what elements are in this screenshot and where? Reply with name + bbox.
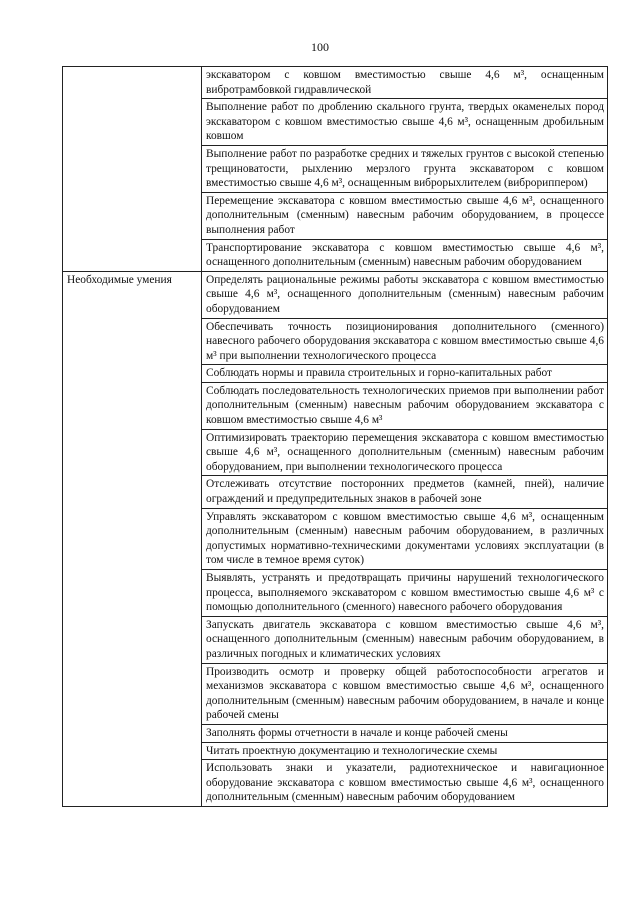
requirement-text: Читать проектную документацию и технологические схемы	[202, 742, 608, 760]
requirement-text: Заполнять формы отчетности в начале и конце рабочей смены	[202, 724, 608, 742]
table-row	[63, 67, 608, 99]
requirement-text: экскаватором с ковшом вместимостью свыше 4,6 м³, оснащенным вибротрамбовкой гидравлической	[202, 67, 608, 99]
requirements-table	[62, 66, 608, 807]
requirement-text: Запускать двигатель экскаватора с ковшом вместимостью свыше 4,6 м³, оснащенного дополнительным (сменным) навесным рабочим оборудованием, в различных погодных и климатических условиях	[202, 616, 608, 663]
page-number: 100	[311, 40, 329, 54]
requirement-text: Выполнение работ по разработке средних и тяжелых грунтов с высокой степенью трещиноватости, рыхлению мерзлого грунта экскаватором с ковшом вместимостью свыше 4,6 м³, оснащенным виброрыхлителем (виброриппером)	[202, 145, 608, 192]
requirement-text: Обеспечивать точность позиционирования дополнительного (сменного) навесного рабочего оборудования экскаватора с ковшом вместимостью свыше 4,6 м³ при выполнении технологического процесса	[202, 318, 608, 365]
requirement-text: Производить осмотр и проверку общей работоспособности агрегатов и механизмов экскаватора с ковшом вместимостью свыше 4,6 м³, оснащенного дополнительным (сменным) навесным рабочим оборудованием, в начале и конце рабочей смены	[202, 663, 608, 724]
requirement-text: Транспортирование экскаватора с ковшом вместимостью свыше 4,6 м³, оснащенного дополнительным (сменным) навесным рабочим оборудованием	[202, 239, 608, 271]
section-label-empty	[63, 67, 202, 272]
requirement-text: Использовать знаки и указатели, радиотехническое и навигационное оборудование экскаватора с ковшом вместимостью свыше 4,6 м³, оснащенного дополнительным (сменным) навесным рабочим оборудованием	[202, 760, 608, 807]
requirement-text: Оптимизировать траекторию перемещения экскаватора с ковшом вместимостью свыше 4,6 м³, оснащенного дополнительным (сменным) навесным рабочим оборудованием, при выполнении технологического процесса	[202, 429, 608, 476]
section-label: Необходимые умения	[63, 271, 202, 806]
requirement-text: Отслеживать отсутствие посторонних предметов (камней, пней), наличие ограждений и предупредительных знаков в рабочей зоне	[202, 476, 608, 508]
table-row	[63, 271, 608, 318]
requirement-text: Соблюдать последовательность технологических приемов при выполнении работ дополнительным (сменным) навесным рабочим оборудованием экскаватора с ковшом вместимостью свыше 4,6 м³	[202, 382, 608, 429]
requirement-text: Соблюдать нормы и правила строительных и горно-капитальных работ	[202, 365, 608, 383]
requirement-text: Выявлять, устранять и предотвращать причины нарушений технологического процесса, выполняемого экскаватором с ковшом вместимостью свыше 4,6 м³ с помощью дополнительного (сменного) навесного рабочего оборудования	[202, 570, 608, 617]
requirement-text: Выполнение работ по дроблению скального грунта, твердых окаменелых пород экскаватором с ковшом вместимостью свыше 4,6 м³, оснащенным дробильным ковшом	[202, 99, 608, 146]
requirement-text: Управлять экскаватором с ковшом вместимостью свыше 4,6 м³, оснащенным дополнительным (сменным) навесным рабочим оборудованием, в различных допустимых нормативно-техническими документами условиях эксплуатации (в том числе в темное время суток)	[202, 508, 608, 569]
requirement-text: Перемещение экскаватора с ковшом вместимостью свыше 4,6 м³, оснащенного дополнительным (сменным) навесным рабочим оборудованием, в процессе выполнения работ	[202, 192, 608, 239]
requirement-text: Определять рациональные режимы работы экскаватора с ковшом вместимостью свыше 4,6 м³, оснащенного дополнительным (сменным) навесным рабочим оборудованием	[202, 271, 608, 318]
